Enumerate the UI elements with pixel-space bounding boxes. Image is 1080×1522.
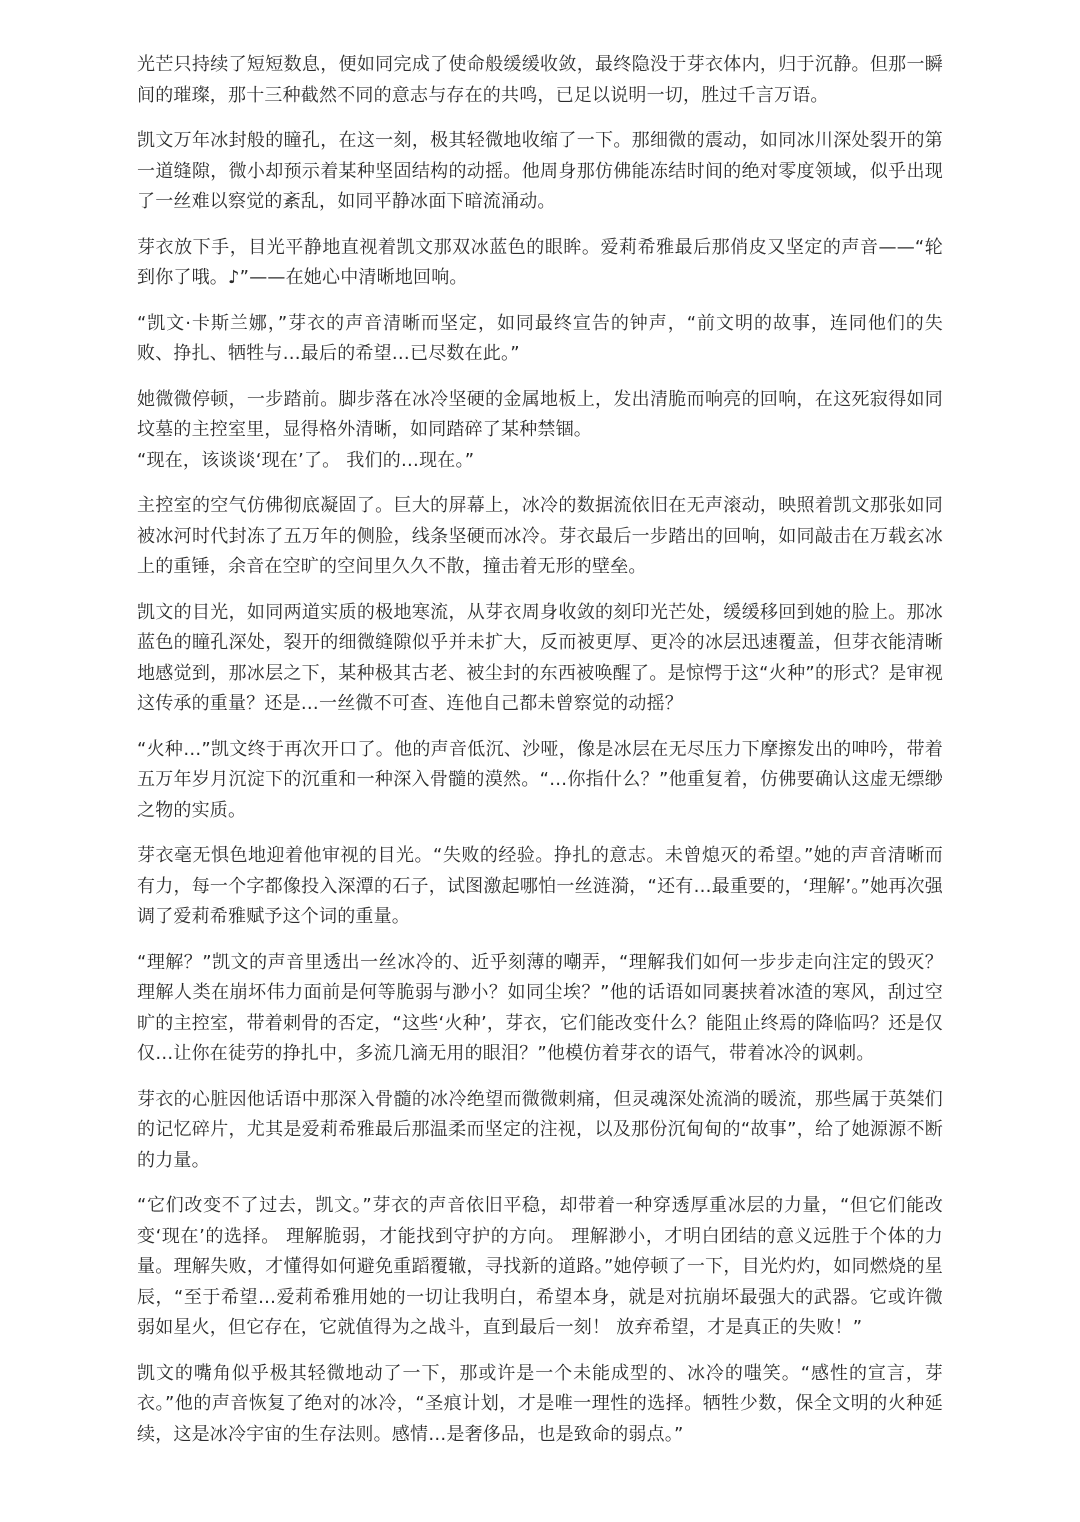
document-page	[137, 50, 943, 1465]
paragraph-1	[137, 50, 943, 111]
text-line: “凯文·卡斯兰娜，”芽衣的声音清晰而坚定，如同最终宣告的钟声，“前文明的故事，连同他们的失败、挣扎、牺牲与…最后的希望…已尽数在此。”	[137, 312, 943, 364]
paragraph-13	[137, 1359, 943, 1451]
text-line: “它们改变不了过去，凯文。”芽衣的声音依旧平稳，却带着一种穿透厚重冰层的力量，“但它们能改变‘现在’的选择。 理解脆弱，才能找到守护的方向。 理解渺小，才明白团结的意义远胜于个体的力量。理解失败，才懂得如何避免重蹈覆辙，寻找新的道路。”她停顿了一下，目光灼灼，如同燃烧的星辰，“至于希望…爱莉希雅用她的一切让我明白，希望本身，就是对抗崩坏最强大的武器。它或许微弱如星火，但它存在，它就值得为之战斗，直到最后一刻！ 放弃希望，才是真正的失败！”	[137, 1195, 943, 1338]
text-line: 她微微停顿，一步踏前。脚步落在冰冷坚硬的金属地板上，发出清脆而响亮的回响，在这死寂得如同坟墓的主控室里，显得格外清晰，如同踏碎了某种禁锢。	[137, 388, 943, 440]
text-line: “理解？”凯文的声音里透出一丝冰冷的、近乎刻薄的嘲弄，“理解我们如何一步步走向注定的毁灭？理解人类在崩坏伟力面前是何等脆弱与渺小？如同尘埃？”他的话语如同裹挟着冰渣的寒风，刮过空旷的主控室，带着刺骨的否定，“这些‘火种’，芽衣，它们能改变什么？能阻止终焉的降临吗？还是仅仅…让你在徒劳的挣扎中，多流几滴无用的眼泪？”他模仿着芽衣的语气，带着冰冷的讽刺。	[137, 951, 943, 1064]
text-line: 凯文万年冰封般的瞳孔，在这一刻，极其轻微地收缩了一下。那细微的震动，如同冰川深处裂开的第一道缝隙，微小却预示着某种坚固结构的动摇。他周身那仿佛能冻结时间的绝对零度领域，似乎出现了一丝难以察觉的紊乱，如同平静冰面下暗流涌动。	[137, 130, 943, 212]
paragraph-2	[137, 126, 943, 218]
paragraph-8	[137, 735, 943, 827]
paragraph-9	[137, 841, 943, 933]
text-line: “火种…”凯文终于再次开口了。他的声音低沉、沙哑，像是冰层在无尽压力下摩擦发出的呻吟，带着五万年岁月沉淀下的沉重和一种深入骨髓的漠然。“…你指什么？”他重复着，仿佛要确认这虚无缥缈之物的实质。	[137, 738, 943, 821]
paragraph-6	[137, 491, 943, 583]
paragraph-5	[137, 385, 943, 477]
text-line: 芽衣毫无惧色地迎着他审视的目光。“失败的经验。挣扎的意志。未曾熄灭的希望。”她的声音清晰而有力，每一个字都像投入深潭的石子，试图激起哪怕一丝涟漪，“还有…最重要的，‘理解’。”她再次强调了爱莉希雅赋予这个词的重量。	[137, 845, 943, 927]
text-line: 主控室的空气仿佛彻底凝固了。巨大的屏幕上，冰冷的数据流依旧在无声滚动，映照着凯文那张如同被冰河时代封冻了五万年的侧脸，线条坚硬而冰冷。芽衣最后一步踏出的回响，如同敲击在万载玄冰上的重锤，余音在空旷的空间里久久不散，撞击着无形的壁垒。	[137, 495, 943, 577]
paragraph-10	[137, 948, 943, 1070]
text-line: 凯文的目光，如同两道实质的极地寒流，从芽衣周身收敛的刻印光芒处，缓缓移回到她的脸上。那冰蓝色的瞳孔深处，裂开的细微缝隙似乎并未扩大，反而被更厚、更冷的冰层迅速覆盖，但芽衣能清晰地感觉到，那冰层之下，某种极其古老、被尘封的东西被唤醒了。是惊愕于这“火种”的形式？是审视这传承的重量？还是…一丝微不可查、连他自己都未曾察觉的动摇？	[137, 601, 943, 714]
paragraph-11	[137, 1085, 943, 1177]
paragraph-3	[137, 233, 943, 294]
paragraph-12	[137, 1191, 943, 1344]
text-line: 芽衣的心脏因他话语中那深入骨髓的冰冷绝望而微微刺痛，但灵魂深处流淌的暖流，那些属于英桀们的记忆碎片，尤其是爱莉希雅最后那温柔而坚定的注视，以及那份沉甸甸的“故事”，给了她源源不断的力量。	[137, 1088, 943, 1171]
text-line: 凯文的嘴角似乎极其轻微地动了一下，那或许是一个未能成型的、冰冷的嗤笑。“感性的宣言，芽衣。”他的声音恢复了绝对的冰冷，“圣痕计划，才是唯一理性的选择。牺牲少数，保全文明的火种延续，这是冰冷宇宙的生存法则。感情…是奢侈品，也是致命的弱点。”	[137, 1362, 943, 1445]
text-line: 芽衣放下手，目光平静地直视着凯文那双冰蓝色的眼眸。爱莉希雅最后那俏皮又坚定的声音——“轮到你了哦。♪”——在她心中清晰地回响。	[137, 236, 943, 288]
text-line: 光芒只持续了短短数息，便如同完成了使命般缓缓收敛，最终隐没于芽衣体内，归于沉静。但那一瞬间的璀璨，那十三种截然不同的意志与存在的共鸣，已足以说明一切，胜过千言万语。	[137, 54, 943, 106]
paragraph-7	[137, 598, 943, 720]
text-line: “现在，该谈谈‘现在’了。 我们的…现在。”	[137, 449, 475, 471]
paragraph-4	[137, 309, 943, 370]
